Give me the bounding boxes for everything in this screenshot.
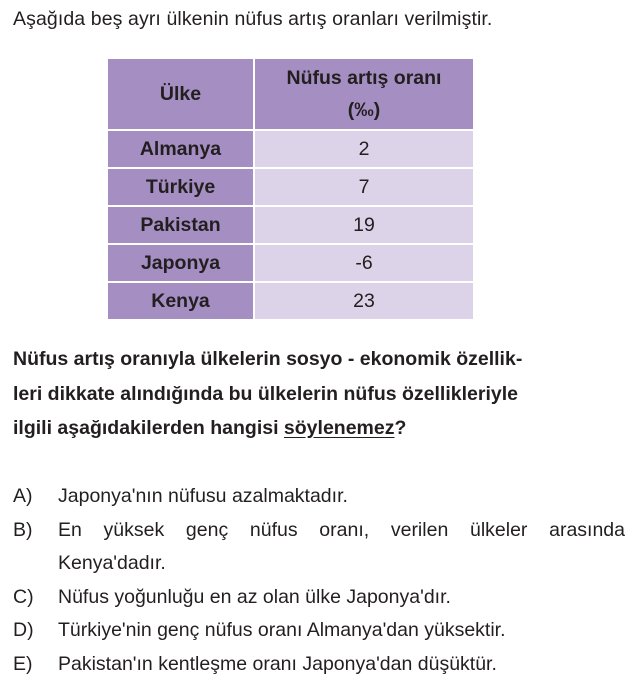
option-text: Pakistan'ın kentleşme oranı Japonya'dan düşüktür. [58,652,497,675]
question-line: leri dikkate alındığında bu ülkelerin nüfus özellikleriyle [13,382,518,405]
option-text [58,514,625,581]
option-e[interactable] [13,648,625,682]
rate-cell: -6 [254,244,474,282]
rate-cell: 7 [254,168,474,206]
table-row [107,130,474,168]
table-row [107,168,474,206]
underlined-keyword: söylenemez [283,417,395,439]
table-header-row [107,58,474,130]
option-text: Japonya'nın nüfusu azalmaktadır. [58,485,348,507]
table-row [107,206,474,244]
option-text-line: En yüksek genç nüfus oranı, verilen ülkeler arasında [58,518,625,541]
option-b[interactable] [13,514,625,581]
country-cell: Almanya [107,130,254,168]
option-text-line: Kenya'dadır. [58,552,166,574]
intro-text: Aşağıda beş ayrı ülkenin nüfus artış oranları verilmiştir. [13,8,493,30]
header-growth-rate-label: Nüfus artış oranı [286,67,442,89]
option-text: Nüfus yoğunluğu en az olan ülke Japonya'dır. [58,585,451,608]
option-letter: A) [13,485,33,507]
option-letter: C) [13,585,34,608]
option-c[interactable] [13,581,625,615]
country-cell: Pakistan [107,206,254,244]
question-text: ilgili aşağıdakilerden hangisi [13,417,284,439]
table-row [107,282,474,320]
rate-cell: 19 [254,206,474,244]
table-row [107,244,474,282]
option-a[interactable] [13,480,625,514]
rate-cell: 23 [254,282,474,320]
option-d[interactable] [13,614,625,648]
header-country: Ülke [107,58,254,130]
option-letter: E) [13,652,33,675]
question-stem [13,342,625,446]
option-text: Türkiye'nin genç nüfus oranı Almanya'dan yüksektir. [58,619,506,641]
header-growth-rate [254,58,474,130]
header-growth-rate-unit: (‰) [347,99,381,121]
country-cell: Kenya [107,282,254,320]
country-cell: Türkiye [107,168,254,206]
option-letter: D) [13,619,34,641]
rate-cell: 2 [254,130,474,168]
question-line: Nüfus artış oranıyla ülkelerin sosyo - ekonomik özellik- [13,348,523,370]
population-growth-table [106,57,475,321]
question-mark: ? [394,417,407,439]
option-letter: B) [13,518,33,541]
question-line [13,411,625,446]
country-cell: Japonya [107,244,254,282]
answer-options [13,480,625,681]
